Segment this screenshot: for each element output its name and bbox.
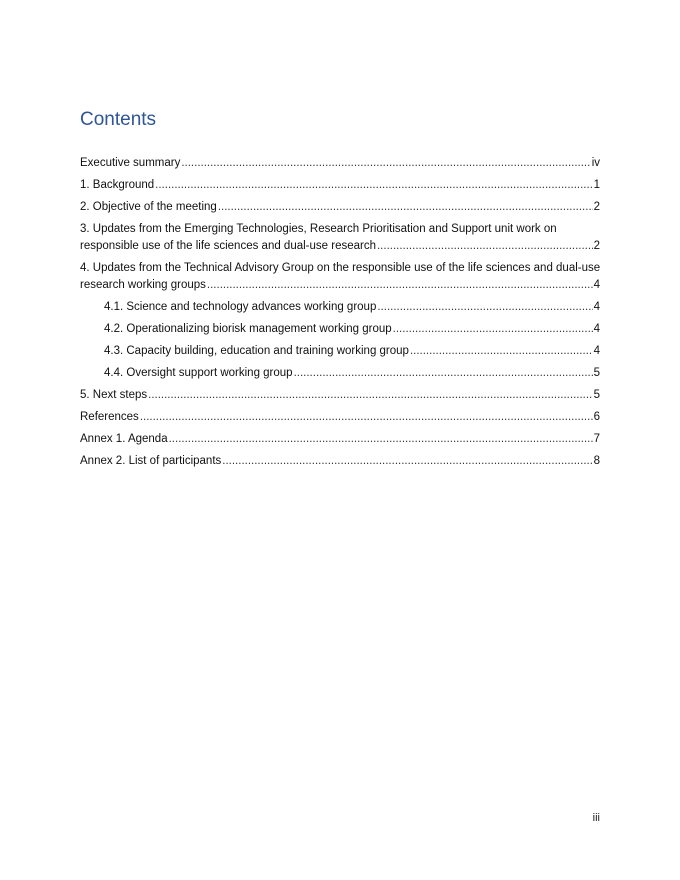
toc-entry-oversight-support[interactable] [80,365,600,382]
toc-entry-page: 8 [593,455,600,467]
toc-entry-annex-1-agenda[interactable] [80,431,600,448]
contents-heading: Contents [80,109,157,130]
toc-entry-label: 4.2. Operationalizing biorisk management working group [104,323,392,335]
toc-entry-label: research working groups [80,279,206,291]
dot-leader [410,343,593,360]
toc-entry-page: 4 [593,323,600,335]
toc-entry-label: 1. Background [80,179,155,191]
dot-leader [393,321,593,338]
toc-entry-page: 4 [593,279,600,291]
toc-entry-label: 4.1. Science and technology advances working group [104,301,377,313]
toc-entry-operationalizing-biorisk[interactable] [80,321,600,338]
toc-entry-page: 4 [593,345,600,357]
dot-leader [218,199,593,216]
toc-entry-page: 5 [593,389,600,401]
toc-entry-updates-technical-advisory-group[interactable] [80,260,600,294]
page-number: iii [592,812,600,824]
toc-entry-label-line1: 4. Updates from the Technical Advisory Group on the responsible use of the life sciences and dual-use [80,262,601,274]
toc-entry-background[interactable] [80,177,600,194]
toc-entry-page: 5 [593,367,600,379]
toc-entry-page: 7 [593,433,600,445]
toc-entry-objective[interactable] [80,199,600,216]
toc-entry-next-steps[interactable] [80,387,600,404]
toc-entry-page: 2 [593,201,600,213]
toc-entry-page: iv [591,157,600,169]
toc-entry-updates-emerging-technologies[interactable] [80,221,600,255]
toc-entry-annex-2-participants[interactable] [80,453,600,470]
dot-leader [294,365,593,382]
toc-entry-capacity-building[interactable] [80,343,600,360]
toc-entry-executive-summary[interactable] [80,155,600,172]
toc-entry-label: Annex 1. Agenda [80,433,168,445]
toc-entry-label-line1: 3. Updates from the Emerging Technologies, Research Prioritisation and Support unit work on [80,223,557,235]
dot-leader [140,409,593,426]
toc-entry-label: References [80,411,139,423]
toc-entry-label: responsible use of the life sciences and dual-use research [80,240,376,252]
toc-entry-label: Annex 2. List of participants [80,455,222,467]
dot-leader [377,238,593,255]
toc-entry-science-technology-advances[interactable] [80,299,600,316]
toc-entry-label: 4.4. Oversight support working group [104,367,293,379]
toc-entry-label: 5. Next steps [80,389,148,401]
table-of-contents [80,155,600,475]
dot-leader [181,155,590,172]
toc-entry-page: 1 [593,179,600,191]
toc-entry-page: 4 [593,301,600,313]
toc-entry-references[interactable] [80,409,600,426]
dot-leader [377,299,592,316]
toc-entry-page: 6 [593,411,600,423]
dot-leader [148,387,592,404]
toc-entry-label: Executive summary [80,157,181,169]
dot-leader [222,453,592,470]
dot-leader [155,177,592,194]
toc-entry-label: 4.3. Capacity building, education and training working group [104,345,409,357]
toc-entry-page: 2 [593,240,600,252]
toc-entry-label: 2. Objective of the meeting [80,201,217,213]
dot-leader [169,431,593,448]
dot-leader [207,277,593,294]
